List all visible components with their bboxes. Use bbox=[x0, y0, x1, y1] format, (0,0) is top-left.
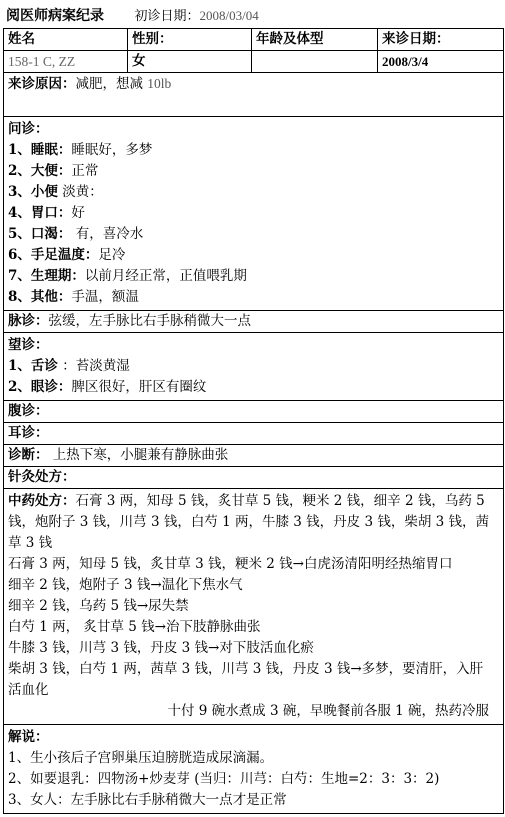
observation-item: 2、眼诊：脾区很好，肝区有圈纹 bbox=[8, 379, 207, 395]
herbal-label: 中药处方： bbox=[8, 493, 76, 509]
inquiry-item: 8、其他：手温，额温 bbox=[8, 289, 139, 305]
col-age-body: 年龄及体型 bbox=[252, 29, 378, 51]
diagnosis-label: 诊断： bbox=[8, 447, 49, 463]
pulse-cell bbox=[4, 311, 504, 333]
herbal-main-line: 中药处方：石膏 3 两，知母 5 钱，炙甘草 5 钱，粳米 2 钱，细辛 2 钱，乌药 5 bbox=[8, 493, 485, 509]
diagnosis-cell bbox=[4, 445, 504, 467]
herbal-analysis-line: 柴胡 3 钱，白芍 1 两，茜草 3 钱，川芎 3 钱，丹皮 3 钱→多梦，要清肝，入肝 bbox=[8, 661, 484, 677]
reason-label: 来诊原因： bbox=[8, 76, 76, 92]
reason-amount: 10lb bbox=[147, 76, 172, 91]
inquiry-row bbox=[4, 117, 504, 311]
observation-row bbox=[4, 333, 504, 401]
herbal-analysis-line: 牛膝 3 钱，川芎 3 钱，丹皮 3 钱→对下肢活血化瘀 bbox=[8, 640, 314, 656]
reason-row bbox=[4, 73, 504, 117]
herbal-row bbox=[4, 489, 504, 725]
herbal-dosage: 十付 9 碗水煮成 3 碗，早晚餐前各服 1 碗，热药冷服 bbox=[167, 703, 489, 719]
pulse-label: 脉诊： bbox=[8, 313, 49, 329]
observation-cell bbox=[4, 333, 504, 401]
diagnosis-text: 上热下寒，小腿兼有静脉曲张 bbox=[48, 447, 229, 463]
herbal-analysis-line: 细辛 2 钱，乌药 5 钱→尿失禁 bbox=[8, 598, 189, 614]
col-sex: 性别： bbox=[128, 29, 252, 51]
ear-label: 耳诊： bbox=[4, 423, 504, 445]
patient-age-body bbox=[252, 51, 378, 73]
diagnosis-row bbox=[4, 445, 504, 467]
col-name: 姓名 bbox=[4, 29, 128, 51]
herbal-analysis-line: 细辛 2 钱，炮附子 3 钱→温化下焦水气 bbox=[8, 577, 243, 593]
header-row bbox=[4, 29, 504, 51]
explanation-item: 1、生小孩后子宫卵巢压迫膀胱造成尿滴漏。 bbox=[8, 750, 274, 766]
reason-text: 减肥，想减 bbox=[75, 76, 148, 92]
col-visit-date: 来诊日期： bbox=[378, 29, 504, 51]
explanation-item: 3、女人：左手脉比右手脉稍微大一点才是正常 bbox=[8, 792, 287, 808]
inquiry-item: 3、小便 淡黄： bbox=[8, 184, 103, 200]
inquiry-cell bbox=[4, 117, 504, 311]
record-header bbox=[4, 4, 504, 28]
herbal-main-line: 钱，炮附子 3 钱，川芎 3 钱，白芍 1 两，牛膝 3 钱，丹皮 3 钱，柴胡 3 钱，茜 bbox=[8, 514, 490, 530]
inquiry-item: 6、手足温度：足冷 bbox=[8, 247, 126, 263]
explanation-item: 2、如要退乳：四物汤+炒麦芽 (当归：川芎：白芍：生地=2：3：3：2) bbox=[8, 771, 440, 787]
patient-name: 158-1 C, ZZ bbox=[4, 51, 128, 73]
first-visit-label: 初诊日期： bbox=[134, 9, 200, 24]
pulse-row bbox=[4, 311, 504, 333]
clinic-title: 阅医师病案纪录 bbox=[6, 8, 104, 24]
explanation-cell bbox=[4, 725, 504, 814]
first-visit bbox=[134, 4, 258, 29]
patient-row bbox=[4, 51, 504, 73]
herbal-main-line: 草 3 钱 bbox=[8, 535, 53, 551]
inquiry-item: 7、生理期：以前月经正常，正值喂乳期 bbox=[8, 268, 247, 284]
acupuncture-row bbox=[4, 467, 504, 489]
first-visit-date: 2008/03/04 bbox=[199, 8, 259, 23]
observation-item: 1、舌诊 ：苔淡黄湿 bbox=[8, 358, 130, 374]
herbal-analysis-line: 石膏 3 两，知母 5 钱，炙甘草 3 钱，粳米 2 钱→白虎汤清阳明经热缩胃口 bbox=[8, 556, 453, 572]
explanation-label: 解说： bbox=[8, 729, 49, 745]
inquiry-item: 4、胃口：好 bbox=[8, 205, 85, 221]
patient-visit-date: 2008/3/4 bbox=[378, 51, 504, 73]
reason-cell bbox=[4, 73, 504, 117]
herbal-analysis-line: 活血化 bbox=[8, 682, 49, 698]
inquiry-item: 5、口渴： 有，喜冷水 bbox=[8, 226, 144, 242]
herbal-cell bbox=[4, 489, 504, 725]
patient-sex: 女 bbox=[128, 51, 252, 73]
inquiry-item: 2、大便：正常 bbox=[8, 163, 99, 179]
acupuncture-label: 针灸处方： bbox=[4, 467, 504, 489]
abdomen-label: 腹诊： bbox=[4, 401, 504, 423]
inquiry-item: 1、睡眠：睡眠好，多梦 bbox=[8, 142, 153, 158]
case-table bbox=[3, 28, 504, 814]
ear-row bbox=[4, 423, 504, 445]
abdomen-row bbox=[4, 401, 504, 423]
herbal-analysis-line: 白芍 1 两， 炙甘草 5 钱→治下肢静脉曲张 bbox=[8, 619, 261, 635]
explanation-row bbox=[4, 725, 504, 814]
observation-label: 望诊： bbox=[8, 337, 49, 353]
inquiry-label: 问诊： bbox=[8, 121, 49, 137]
pulse-text: 弦缓，左手脉比右手脉稍微大一点 bbox=[48, 313, 251, 329]
